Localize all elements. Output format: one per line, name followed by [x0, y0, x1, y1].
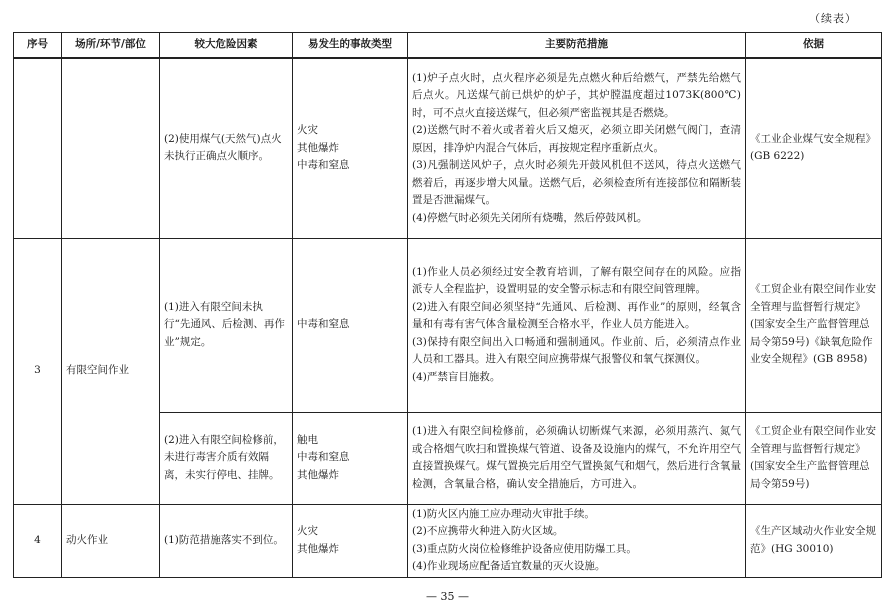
measure-item: (1)作业人员必须经过安全教育培训，了解有限空间存在的风险。应指派专人全程监护，设置明显的安全警示标志和有限空间管理牌。 [412, 265, 741, 296]
cell-num: 4 [14, 504, 62, 577]
measure-item: (2)不应携带火种进入防火区域。 [412, 525, 564, 537]
table-header-row [14, 33, 882, 59]
cell-basis: 《工贸企业有限空间作业安全管理与监督暂行规定》(国家安全生产监督管理总局令第59号)《缺氧危险作业安全规程》(GB 8958) [746, 238, 882, 412]
measure-item: (1)炉子点火时，点火程序必须是先点燃火种后给燃气，严禁先给燃气后点火。凡送煤气前已烘炉的炉子，其炉膛温度超过1073K(800℃)时，可不点火直接送煤气，但必须严密监视其是否燃烧。 [412, 71, 741, 119]
table-row [14, 238, 882, 412]
risk-table [13, 32, 882, 578]
table-row [14, 504, 882, 577]
measure-item: (1)进入有限空间检修前，必须确认切断煤气来源，必须用蒸汽、氮气或合格烟气吹扫和置换煤气管道、设备及设施内的煤气，不允许用空气直接置换煤气。煤气置换完后用空气置换氮气和烟气，然后进行含氧量检测，含氧量合格，确认安全措施后，方可进入。 [412, 425, 741, 490]
cell-risk: (2)使用煤气(天然气)点火未执行正确点火顺序。 [160, 58, 293, 238]
header-place: 场所/环节/部位 [62, 33, 160, 59]
cell-place [62, 58, 160, 238]
accident-type: 触电 [297, 433, 318, 446]
cell-risk: (1)进入有限空间未执行“先通风、后检测、再作业”规定。 [160, 238, 293, 412]
measure-item: (2)进入有限空间必须坚持“先通风、后检测、再作业”的原则，经氧含量和有毒有害气体含量检测至合格水平，作业人员方能进入。 [412, 300, 741, 331]
cell-measures [408, 504, 746, 577]
cell-risk: (2)进入有限空间检修前，未进行毒害介质有效隔离，未实行停电、挂牌。 [160, 412, 293, 504]
header-measures: 主要防范措施 [408, 33, 746, 59]
measure-item: (4)作业现场应配备适宜数量的灭火设施。 [412, 560, 606, 572]
header-num: 序号 [14, 33, 62, 59]
accident-type: 中毒和窒息 [297, 159, 350, 171]
cell-place: 有限空间作业 [62, 238, 160, 504]
table-row [14, 58, 882, 238]
cell-basis: 《生产区域动火作业安全规范》(HG 30010) [746, 504, 882, 577]
cell-measures [408, 412, 746, 504]
cell-basis: 《工业企业煤气安全规程》(GB 6222) [746, 58, 882, 238]
cell-place: 动火作业 [62, 504, 160, 577]
header-risk: 较大危险因素 [160, 33, 293, 59]
header-basis: 依据 [746, 33, 882, 59]
cell-accidents [293, 504, 408, 577]
measure-item: (4)停燃气时必须先关闭所有烧嘴，然后停鼓风机。 [412, 211, 648, 224]
accident-type: 火灾 [297, 124, 318, 136]
cell-measures [408, 238, 746, 412]
accident-type: 其他爆炸 [297, 141, 339, 154]
header-accident: 易发生的事故类型 [293, 33, 408, 59]
accident-type: 其他爆炸 [297, 468, 339, 481]
measure-item: (4)严禁盲目施救。 [412, 370, 501, 383]
cell-num [14, 58, 62, 238]
cell-risk: (1)防范措施落实不到位。 [160, 504, 293, 577]
measure-item: (3)保持有限空间出入口畅通和强制通风。作业前、后，必须清点作业人员和工器具。进入有限空间应携带煤气报警仪和氧气探测仪。 [412, 335, 741, 366]
measure-item: (3)凡强制送风炉子，点火时必须先开鼓风机但不送风，待点火送燃气燃着后，再逐步增大风量。送燃气后，必须检查所有连接部位和隔断装置是否泄漏煤气。 [412, 159, 741, 206]
cell-num: 3 [14, 238, 62, 504]
accident-type: 中毒和窒息 [297, 318, 350, 331]
cell-accidents [293, 412, 408, 504]
measure-item: (2)送燃气时不着火或者着火后又熄灭，必须立即关闭燃气阀门，查清原因，排净炉内混合气体后，再按规定程序重新点火。 [412, 124, 741, 154]
measure-item: (3)重点防火岗位检修维护设备应使用防爆工具。 [412, 542, 637, 555]
accident-type: 火灾 [297, 525, 318, 537]
cell-basis: 《工贸企业有限空间作业安全管理与监督暂行规定》(国家安全生产监督管理总局令第59号) [746, 412, 882, 504]
measure-item: (1)防火区内施工应办理动火审批手续。 [412, 507, 595, 520]
continued-label: （续表） [809, 12, 857, 25]
cell-accidents [293, 58, 408, 238]
cell-measures [408, 58, 746, 238]
page-number: — 35 — [426, 590, 469, 603]
cell-accidents [293, 238, 408, 412]
accident-type: 其他爆炸 [297, 542, 339, 555]
accident-type: 中毒和窒息 [297, 451, 350, 464]
